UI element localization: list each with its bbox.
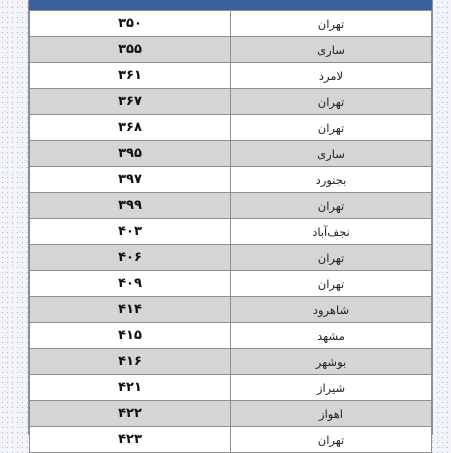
row-city-cell: ساری bbox=[231, 141, 432, 167]
table-row bbox=[30, 167, 432, 193]
row-city-cell: بجنورد bbox=[231, 167, 432, 193]
row-city-cell: تهران bbox=[231, 245, 432, 271]
row-city-cell: تهران bbox=[231, 89, 432, 115]
row-city-cell: اهواز bbox=[231, 401, 432, 427]
number-city-table bbox=[29, 10, 432, 453]
row-number-cell: ۳۶۱ bbox=[30, 63, 231, 89]
table-row bbox=[30, 271, 432, 297]
row-number-cell: ۳۹۵ bbox=[30, 141, 231, 167]
row-number-cell: ۴۰۶ bbox=[30, 245, 231, 271]
row-number-cell: ۴۱۴ bbox=[30, 297, 231, 323]
row-number-cell: ۴۲۱ bbox=[30, 375, 231, 401]
row-number-cell: ۳۶۸ bbox=[30, 115, 231, 141]
row-number-cell: ۴۱۶ bbox=[30, 349, 231, 375]
table-row bbox=[30, 349, 432, 375]
row-city-cell: لامرد bbox=[231, 63, 432, 89]
row-city-cell: شاهرود bbox=[231, 297, 432, 323]
table-row bbox=[30, 219, 432, 245]
row-city-cell: تهران bbox=[231, 115, 432, 141]
table-row bbox=[30, 245, 432, 271]
row-number-cell: ۳۶۷ bbox=[30, 89, 231, 115]
table-header-bar bbox=[29, 0, 432, 10]
row-city-cell: تهران bbox=[231, 427, 432, 453]
row-number-cell: ۳۹۷ bbox=[30, 167, 231, 193]
table-row bbox=[30, 37, 432, 63]
row-number-cell: ۴۲۳ bbox=[30, 427, 231, 453]
row-number-cell: ۴۲۲ bbox=[30, 401, 231, 427]
row-number-cell: ۳۹۹ bbox=[30, 193, 231, 219]
row-city-cell: تهران bbox=[231, 193, 432, 219]
row-city-cell: مشهد bbox=[231, 323, 432, 349]
table-row bbox=[30, 141, 432, 167]
row-number-cell: ۴۱۵ bbox=[30, 323, 231, 349]
row-city-cell: بوشهر bbox=[231, 349, 432, 375]
row-city-cell: نجف‌آباد bbox=[231, 219, 432, 245]
row-city-cell: شیراز bbox=[231, 375, 432, 401]
table-row bbox=[30, 375, 432, 401]
table-row bbox=[30, 323, 432, 349]
row-number-cell: ۳۵۵ bbox=[30, 37, 231, 63]
row-number-cell: ۳۵۰ bbox=[30, 11, 231, 37]
table-row bbox=[30, 193, 432, 219]
table-row bbox=[30, 89, 432, 115]
row-city-cell: تهران bbox=[231, 271, 432, 297]
table-row bbox=[30, 401, 432, 427]
table-row bbox=[30, 297, 432, 323]
table-row bbox=[30, 115, 432, 141]
row-city-cell: تهران bbox=[231, 11, 432, 37]
row-number-cell: ۴۰۹ bbox=[30, 271, 231, 297]
row-number-cell: ۴۰۳ bbox=[30, 219, 231, 245]
table-row bbox=[30, 427, 432, 453]
table-row bbox=[30, 63, 432, 89]
table-row bbox=[30, 11, 432, 37]
data-table-panel bbox=[28, 0, 433, 447]
row-city-cell: ساری bbox=[231, 37, 432, 63]
